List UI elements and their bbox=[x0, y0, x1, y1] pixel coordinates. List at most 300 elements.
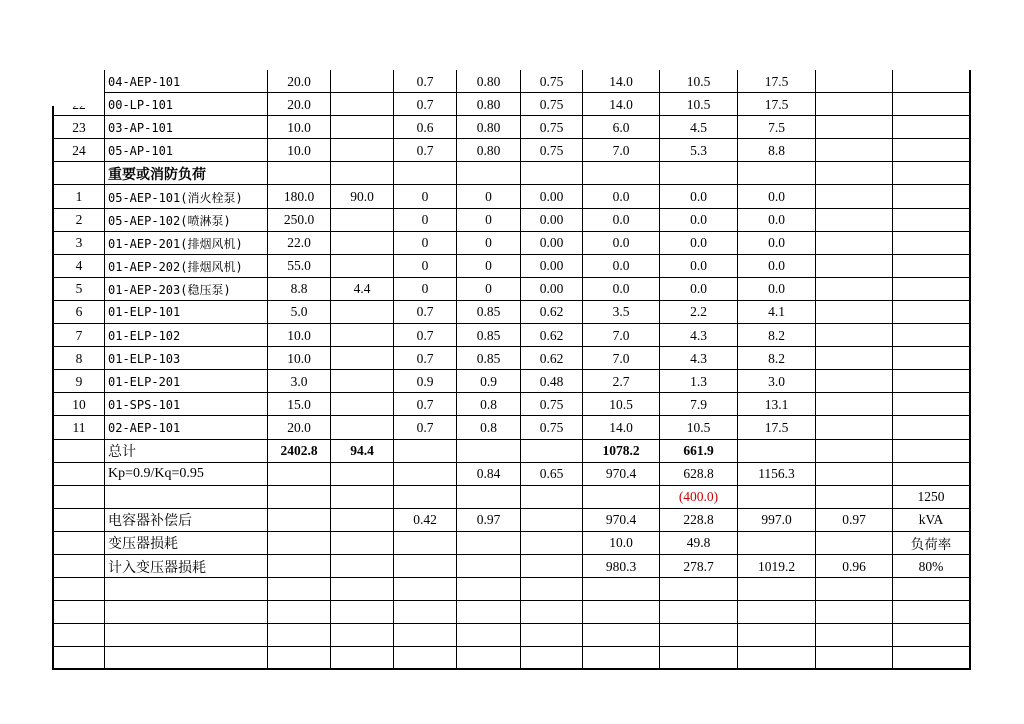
value-cell bbox=[583, 578, 660, 601]
item-name-cell: 03-AP-101 bbox=[105, 116, 268, 139]
value-cell bbox=[893, 232, 971, 255]
row-number-cell bbox=[52, 486, 105, 509]
item-name-cell: 01-AEP-202(排烟风机) bbox=[105, 255, 268, 278]
value-cell: 0 bbox=[457, 185, 521, 208]
value-cell: 0.62 bbox=[521, 347, 583, 370]
value-cell bbox=[816, 578, 893, 601]
value-cell bbox=[738, 486, 816, 509]
scan-crop-mask bbox=[40, 60, 104, 106]
item-name-cell: 05-AEP-102(喷淋泵) bbox=[105, 209, 268, 232]
value-cell bbox=[268, 509, 331, 532]
value-cell bbox=[331, 647, 394, 670]
value-cell bbox=[521, 162, 583, 185]
value-cell bbox=[331, 139, 394, 162]
value-cell bbox=[521, 509, 583, 532]
value-cell bbox=[331, 532, 394, 555]
value-cell bbox=[457, 601, 521, 624]
row-number-cell: 3 bbox=[52, 232, 105, 255]
value-cell: 4.1 bbox=[738, 301, 816, 324]
value-cell: 0.7 bbox=[394, 93, 457, 116]
value-cell bbox=[738, 624, 816, 647]
value-cell: 0.0 bbox=[660, 185, 738, 208]
value-cell bbox=[893, 185, 971, 208]
value-cell: 278.7 bbox=[660, 555, 738, 578]
value-cell: 228.8 bbox=[660, 509, 738, 532]
value-cell: 10.5 bbox=[660, 416, 738, 439]
value-cell bbox=[816, 624, 893, 647]
value-cell: 0.9 bbox=[394, 370, 457, 393]
value-cell bbox=[816, 162, 893, 185]
value-cell bbox=[738, 578, 816, 601]
value-cell: 8.8 bbox=[738, 139, 816, 162]
value-cell: 94.4 bbox=[331, 440, 394, 463]
item-name-cell: 电容器补偿后 bbox=[105, 509, 268, 532]
value-cell: 0.0 bbox=[738, 255, 816, 278]
value-cell bbox=[816, 232, 893, 255]
value-cell: 0.8 bbox=[457, 416, 521, 439]
row-number-cell: 6 bbox=[52, 301, 105, 324]
value-cell: 0.80 bbox=[457, 93, 521, 116]
value-cell: 3.0 bbox=[268, 370, 331, 393]
value-cell bbox=[268, 624, 331, 647]
value-cell bbox=[816, 532, 893, 555]
value-cell: 0.7 bbox=[394, 139, 457, 162]
value-cell: 0 bbox=[457, 278, 521, 301]
value-cell bbox=[331, 601, 394, 624]
value-cell bbox=[660, 624, 738, 647]
row-number-cell: 24 bbox=[52, 139, 105, 162]
value-cell: kVA bbox=[893, 509, 971, 532]
row-number-cell: 2 bbox=[52, 209, 105, 232]
value-cell: 0.8 bbox=[457, 393, 521, 416]
value-cell bbox=[738, 162, 816, 185]
item-name-cell bbox=[105, 624, 268, 647]
value-cell: 0.7 bbox=[394, 416, 457, 439]
value-cell bbox=[893, 647, 971, 670]
value-cell bbox=[331, 93, 394, 116]
value-cell bbox=[331, 416, 394, 439]
value-cell: 20.0 bbox=[268, 70, 331, 93]
value-cell: 970.4 bbox=[583, 509, 660, 532]
value-cell: 0.75 bbox=[521, 116, 583, 139]
value-cell bbox=[521, 555, 583, 578]
value-cell bbox=[331, 463, 394, 486]
value-cell: 0.75 bbox=[521, 93, 583, 116]
value-cell: 970.4 bbox=[583, 463, 660, 486]
row-number-cell bbox=[52, 601, 105, 624]
value-cell: 0.0 bbox=[738, 209, 816, 232]
value-cell: 7.9 bbox=[660, 393, 738, 416]
value-cell bbox=[394, 440, 457, 463]
value-cell: 0.96 bbox=[816, 555, 893, 578]
value-cell bbox=[268, 578, 331, 601]
value-cell: 0.7 bbox=[394, 324, 457, 347]
value-cell bbox=[893, 116, 971, 139]
value-cell: 10.5 bbox=[660, 93, 738, 116]
value-cell: 0 bbox=[457, 255, 521, 278]
item-name-cell: 01-ELP-201 bbox=[105, 370, 268, 393]
value-cell bbox=[331, 509, 394, 532]
value-cell bbox=[268, 532, 331, 555]
value-cell: 180.0 bbox=[268, 185, 331, 208]
value-cell: 0.0 bbox=[583, 278, 660, 301]
value-cell bbox=[893, 624, 971, 647]
value-cell: 0 bbox=[394, 255, 457, 278]
value-cell: 17.5 bbox=[738, 416, 816, 439]
value-cell: 0.0 bbox=[660, 232, 738, 255]
value-cell: 0.62 bbox=[521, 301, 583, 324]
value-cell: 0.42 bbox=[394, 509, 457, 532]
value-cell: 2402.8 bbox=[268, 440, 331, 463]
value-cell bbox=[893, 324, 971, 347]
value-cell: 0.75 bbox=[521, 139, 583, 162]
value-cell bbox=[521, 486, 583, 509]
value-cell bbox=[331, 555, 394, 578]
value-cell: 17.5 bbox=[738, 93, 816, 116]
value-cell bbox=[331, 209, 394, 232]
value-cell: 4.3 bbox=[660, 324, 738, 347]
value-cell bbox=[331, 486, 394, 509]
item-name-cell: 01-ELP-101 bbox=[105, 301, 268, 324]
value-cell bbox=[331, 162, 394, 185]
value-cell bbox=[457, 532, 521, 555]
value-cell: 90.0 bbox=[331, 185, 394, 208]
value-cell: 0.0 bbox=[660, 255, 738, 278]
value-cell: 0.65 bbox=[521, 463, 583, 486]
value-cell: 0.7 bbox=[394, 393, 457, 416]
item-name-cell: 01-ELP-103 bbox=[105, 347, 268, 370]
row-number-cell: 10 bbox=[52, 393, 105, 416]
row-number-cell: 5 bbox=[52, 278, 105, 301]
value-cell bbox=[816, 347, 893, 370]
value-cell: 6.0 bbox=[583, 116, 660, 139]
value-cell bbox=[521, 624, 583, 647]
value-cell bbox=[816, 370, 893, 393]
value-cell: 0.84 bbox=[457, 463, 521, 486]
value-cell bbox=[521, 647, 583, 670]
value-cell bbox=[816, 278, 893, 301]
item-name-cell: 01-AEP-201(排烟风机) bbox=[105, 232, 268, 255]
value-cell bbox=[457, 555, 521, 578]
value-cell bbox=[394, 601, 457, 624]
value-cell bbox=[331, 347, 394, 370]
item-name-cell: 01-SPS-101 bbox=[105, 393, 268, 416]
value-cell: 0.80 bbox=[457, 70, 521, 93]
value-cell bbox=[816, 139, 893, 162]
value-cell bbox=[893, 278, 971, 301]
value-cell: 5.0 bbox=[268, 301, 331, 324]
item-name-cell bbox=[105, 578, 268, 601]
value-cell: 1.3 bbox=[660, 370, 738, 393]
value-cell bbox=[331, 301, 394, 324]
value-cell bbox=[521, 601, 583, 624]
value-cell bbox=[893, 393, 971, 416]
value-cell bbox=[268, 555, 331, 578]
value-cell bbox=[394, 647, 457, 670]
value-cell bbox=[893, 347, 971, 370]
value-cell bbox=[660, 162, 738, 185]
value-cell bbox=[394, 624, 457, 647]
value-cell: 3.5 bbox=[583, 301, 660, 324]
item-name-cell: 变压器损耗 bbox=[105, 532, 268, 555]
value-cell: 14.0 bbox=[583, 93, 660, 116]
row-number-cell: 1 bbox=[52, 185, 105, 208]
value-cell: 7.0 bbox=[583, 139, 660, 162]
value-cell bbox=[457, 578, 521, 601]
value-cell: 0.00 bbox=[521, 185, 583, 208]
value-cell bbox=[521, 532, 583, 555]
value-cell: 4.4 bbox=[331, 278, 394, 301]
value-cell bbox=[816, 209, 893, 232]
value-cell bbox=[738, 440, 816, 463]
value-cell: 0.80 bbox=[457, 116, 521, 139]
value-cell: 15.0 bbox=[268, 393, 331, 416]
row-number-cell: 23 bbox=[52, 116, 105, 139]
value-cell bbox=[331, 116, 394, 139]
value-cell bbox=[816, 416, 893, 439]
value-cell bbox=[816, 393, 893, 416]
value-cell: 0.00 bbox=[521, 209, 583, 232]
item-name-cell: 重要或消防负荷 bbox=[105, 162, 268, 185]
value-cell bbox=[331, 324, 394, 347]
value-cell bbox=[457, 486, 521, 509]
value-cell: 2.2 bbox=[660, 301, 738, 324]
value-cell: 10.0 bbox=[268, 324, 331, 347]
value-cell: 0.7 bbox=[394, 347, 457, 370]
value-cell: 7.0 bbox=[583, 347, 660, 370]
value-cell: 1250 bbox=[893, 486, 971, 509]
value-cell: 0.0 bbox=[738, 278, 816, 301]
value-cell: 0.0 bbox=[738, 185, 816, 208]
value-cell bbox=[893, 301, 971, 324]
value-cell: 0.97 bbox=[457, 509, 521, 532]
value-cell: 0.0 bbox=[583, 209, 660, 232]
value-cell: 0.0 bbox=[583, 255, 660, 278]
value-cell: (400.0) bbox=[660, 486, 738, 509]
value-cell bbox=[816, 116, 893, 139]
value-cell: 3.0 bbox=[738, 370, 816, 393]
value-cell bbox=[816, 486, 893, 509]
value-cell: 0.97 bbox=[816, 509, 893, 532]
value-cell: 8.2 bbox=[738, 324, 816, 347]
value-cell: 980.3 bbox=[583, 555, 660, 578]
item-name-cell: 05-AP-101 bbox=[105, 139, 268, 162]
value-cell: 0.0 bbox=[583, 232, 660, 255]
value-cell: 628.8 bbox=[660, 463, 738, 486]
value-cell: 10.0 bbox=[583, 532, 660, 555]
value-cell: 55.0 bbox=[268, 255, 331, 278]
item-name-cell: 总计 bbox=[105, 440, 268, 463]
row-number-cell bbox=[52, 555, 105, 578]
value-cell bbox=[457, 624, 521, 647]
value-cell bbox=[893, 70, 971, 93]
value-cell bbox=[394, 463, 457, 486]
row-number-cell: 7 bbox=[52, 324, 105, 347]
row-number-cell bbox=[52, 624, 105, 647]
row-number-cell: 11 bbox=[52, 416, 105, 439]
value-cell bbox=[268, 463, 331, 486]
value-cell: 0.00 bbox=[521, 255, 583, 278]
row-number-cell bbox=[52, 532, 105, 555]
value-cell: 0.75 bbox=[521, 416, 583, 439]
value-cell: 14.0 bbox=[583, 416, 660, 439]
value-cell: 8.8 bbox=[268, 278, 331, 301]
item-name-cell: 01-ELP-102 bbox=[105, 324, 268, 347]
value-cell: 10.0 bbox=[268, 347, 331, 370]
item-name-cell: 00-LP-101 bbox=[105, 93, 268, 116]
value-cell bbox=[331, 232, 394, 255]
value-cell: 10.0 bbox=[268, 116, 331, 139]
value-cell: 0 bbox=[457, 232, 521, 255]
value-cell: 17.5 bbox=[738, 70, 816, 93]
value-cell: 0 bbox=[394, 209, 457, 232]
value-cell: 997.0 bbox=[738, 509, 816, 532]
value-cell: 0.75 bbox=[521, 393, 583, 416]
value-cell bbox=[816, 463, 893, 486]
value-cell bbox=[268, 601, 331, 624]
value-cell: 0 bbox=[394, 278, 457, 301]
value-cell: 0.75 bbox=[521, 70, 583, 93]
value-cell: 0.7 bbox=[394, 70, 457, 93]
value-cell bbox=[893, 139, 971, 162]
row-number-cell bbox=[52, 647, 105, 670]
item-name-cell: 04-AEP-101 bbox=[105, 70, 268, 93]
value-cell bbox=[893, 463, 971, 486]
value-cell bbox=[521, 440, 583, 463]
value-cell bbox=[394, 532, 457, 555]
value-cell bbox=[457, 647, 521, 670]
item-name-cell: 01-AEP-203(稳压泵) bbox=[105, 278, 268, 301]
value-cell: 4.5 bbox=[660, 116, 738, 139]
value-cell bbox=[893, 601, 971, 624]
value-cell bbox=[331, 578, 394, 601]
value-cell: 2.7 bbox=[583, 370, 660, 393]
value-cell: 661.9 bbox=[660, 440, 738, 463]
value-cell: 0.62 bbox=[521, 324, 583, 347]
value-cell bbox=[816, 93, 893, 116]
value-cell bbox=[331, 255, 394, 278]
value-cell: 1156.3 bbox=[738, 463, 816, 486]
value-cell: 0.00 bbox=[521, 232, 583, 255]
value-cell bbox=[816, 70, 893, 93]
value-cell: 0 bbox=[457, 209, 521, 232]
value-cell: 20.0 bbox=[268, 416, 331, 439]
row-number-cell bbox=[52, 578, 105, 601]
value-cell: 0.9 bbox=[457, 370, 521, 393]
value-cell bbox=[521, 578, 583, 601]
value-cell bbox=[738, 601, 816, 624]
row-number-cell bbox=[52, 440, 105, 463]
value-cell bbox=[331, 393, 394, 416]
value-cell: 4.3 bbox=[660, 347, 738, 370]
value-cell: 负荷率 bbox=[893, 532, 971, 555]
value-cell: 0.85 bbox=[457, 347, 521, 370]
value-cell: 0.0 bbox=[583, 185, 660, 208]
value-cell: 10.5 bbox=[660, 70, 738, 93]
item-name-cell: 计入变压器损耗 bbox=[105, 555, 268, 578]
value-cell: 8.2 bbox=[738, 347, 816, 370]
value-cell bbox=[394, 555, 457, 578]
value-cell: 7.0 bbox=[583, 324, 660, 347]
value-cell bbox=[816, 301, 893, 324]
value-cell: 0.7 bbox=[394, 301, 457, 324]
value-cell: 20.0 bbox=[268, 93, 331, 116]
value-cell bbox=[660, 601, 738, 624]
value-cell bbox=[816, 324, 893, 347]
value-cell bbox=[394, 162, 457, 185]
value-cell: 10.0 bbox=[268, 139, 331, 162]
value-cell bbox=[457, 440, 521, 463]
value-cell bbox=[893, 578, 971, 601]
value-cell: 0.6 bbox=[394, 116, 457, 139]
value-cell bbox=[583, 647, 660, 670]
value-cell bbox=[893, 370, 971, 393]
value-cell: 13.1 bbox=[738, 393, 816, 416]
row-number-cell: 9 bbox=[52, 370, 105, 393]
value-cell: 1078.2 bbox=[583, 440, 660, 463]
value-cell: 0.0 bbox=[738, 232, 816, 255]
value-cell: 0 bbox=[394, 185, 457, 208]
value-cell: 5.3 bbox=[660, 139, 738, 162]
value-cell bbox=[816, 440, 893, 463]
value-cell bbox=[583, 601, 660, 624]
value-cell bbox=[457, 162, 521, 185]
value-cell: 10.5 bbox=[583, 393, 660, 416]
value-cell bbox=[394, 486, 457, 509]
value-cell: 1019.2 bbox=[738, 555, 816, 578]
value-cell: 0.85 bbox=[457, 301, 521, 324]
value-cell: 7.5 bbox=[738, 116, 816, 139]
value-cell: 80% bbox=[893, 555, 971, 578]
value-cell: 0.00 bbox=[521, 278, 583, 301]
value-cell: 0.0 bbox=[660, 209, 738, 232]
value-cell bbox=[816, 185, 893, 208]
value-cell: 49.8 bbox=[660, 532, 738, 555]
value-cell bbox=[331, 70, 394, 93]
value-cell: 0.48 bbox=[521, 370, 583, 393]
value-cell bbox=[893, 162, 971, 185]
value-cell bbox=[893, 416, 971, 439]
row-number-cell: 4 bbox=[52, 255, 105, 278]
value-cell bbox=[738, 532, 816, 555]
value-cell bbox=[394, 578, 457, 601]
value-cell bbox=[816, 255, 893, 278]
value-cell bbox=[268, 486, 331, 509]
value-cell bbox=[893, 440, 971, 463]
value-cell bbox=[893, 255, 971, 278]
value-cell bbox=[816, 601, 893, 624]
item-name-cell bbox=[105, 486, 268, 509]
value-cell bbox=[816, 647, 893, 670]
value-cell bbox=[331, 624, 394, 647]
value-cell: 0 bbox=[394, 232, 457, 255]
row-number-cell bbox=[52, 463, 105, 486]
value-cell bbox=[583, 486, 660, 509]
value-cell: 0.80 bbox=[457, 139, 521, 162]
value-cell bbox=[660, 647, 738, 670]
row-number-cell: 8 bbox=[52, 347, 105, 370]
item-name-cell bbox=[105, 601, 268, 624]
value-cell: 0.85 bbox=[457, 324, 521, 347]
value-cell bbox=[893, 93, 971, 116]
value-cell bbox=[268, 162, 331, 185]
item-name-cell: Kp=0.9/Kq=0.95 bbox=[105, 463, 268, 486]
value-cell: 14.0 bbox=[583, 70, 660, 93]
value-cell bbox=[660, 578, 738, 601]
item-name-cell: 05-AEP-101(消火栓泵) bbox=[105, 185, 268, 208]
value-cell bbox=[583, 624, 660, 647]
row-number-cell bbox=[52, 509, 105, 532]
